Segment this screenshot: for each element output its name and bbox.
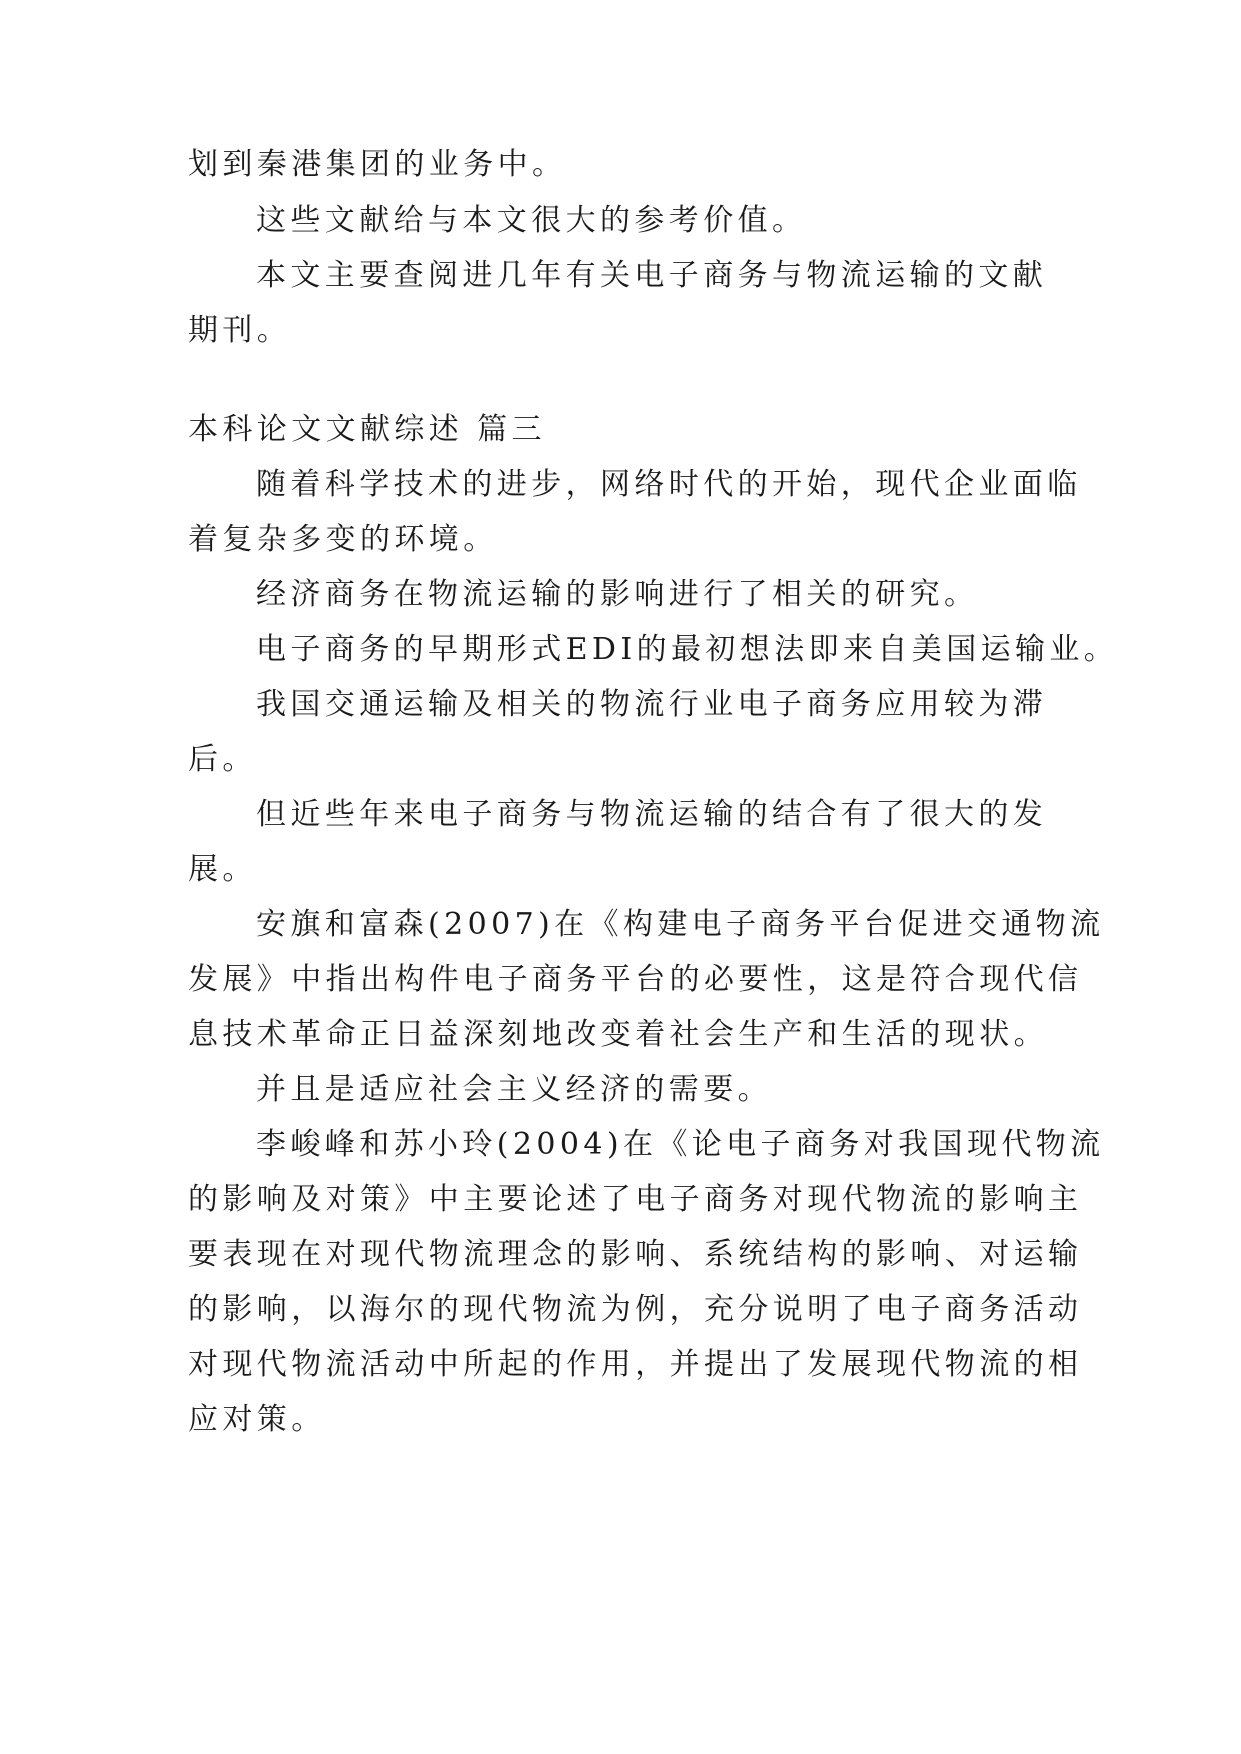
paragraph-line: 对现代物流活动中所起的作用，并提出了发展现代物流的相: [188, 1347, 1083, 1382]
paragraph-line: 期刊。: [188, 313, 292, 348]
paragraph-line: 但近些年来电子商务与物流运输的结合有了很大的发: [256, 797, 1048, 832]
paragraph-line: 经济商务在物流运输的影响进行了相关的研究。: [256, 577, 979, 612]
paragraph-line: 划到秦港集团的业务中。: [188, 147, 567, 182]
paragraph-line: 发展》中指出构件电子商务平台的必要性，这是符合现代信: [188, 962, 1083, 997]
section-heading: 本科论文文献综述 篇三: [188, 412, 546, 447]
paragraph-line: 这些文献给与本文很大的参考价值。: [256, 203, 807, 238]
paragraph-line: 我国交通运输及相关的物流行业电子商务应用较为滞: [256, 687, 1048, 722]
paragraph-line: 息技术革命正日益深刻地改变着社会生产和生活的现状。: [188, 1017, 1048, 1052]
paragraph-line: 电子商务的早期形式EDI的最初想法即来自美国运输业。: [256, 632, 1119, 667]
paragraph-line: 应对策。: [188, 1402, 326, 1437]
paragraph-line: 本文主要查阅进几年有关电子商务与物流运输的文献: [256, 258, 1048, 293]
paragraph-line: 并且是适应社会主义经济的需要。: [256, 1072, 772, 1107]
paragraph-line: 的影响，以海尔的现代物流为例，充分说明了电子商务活动: [188, 1292, 1083, 1327]
paragraph-line: 后。: [188, 742, 257, 777]
paragraph-line: 李峻峰和苏小玲(2004)在《论电子商务对我国现代物流: [256, 1127, 1105, 1162]
paragraph-line: 要表现在对现代物流理念的影响、系统结构的影响、对运输: [188, 1237, 1083, 1272]
paragraph-line: 着复杂多变的环境。: [188, 522, 498, 557]
paragraph-line: 展。: [188, 852, 257, 887]
paragraph-line: 的影响及对策》中主要论述了电子商务对现代物流的影响主: [188, 1182, 1083, 1217]
paragraph-line: 随着科学技术的进步，网络时代的开始，现代企业面临: [256, 467, 1082, 502]
paragraph-line: 安旗和富森(2007)在《构建电子商务平台促进交通物流: [256, 907, 1105, 942]
